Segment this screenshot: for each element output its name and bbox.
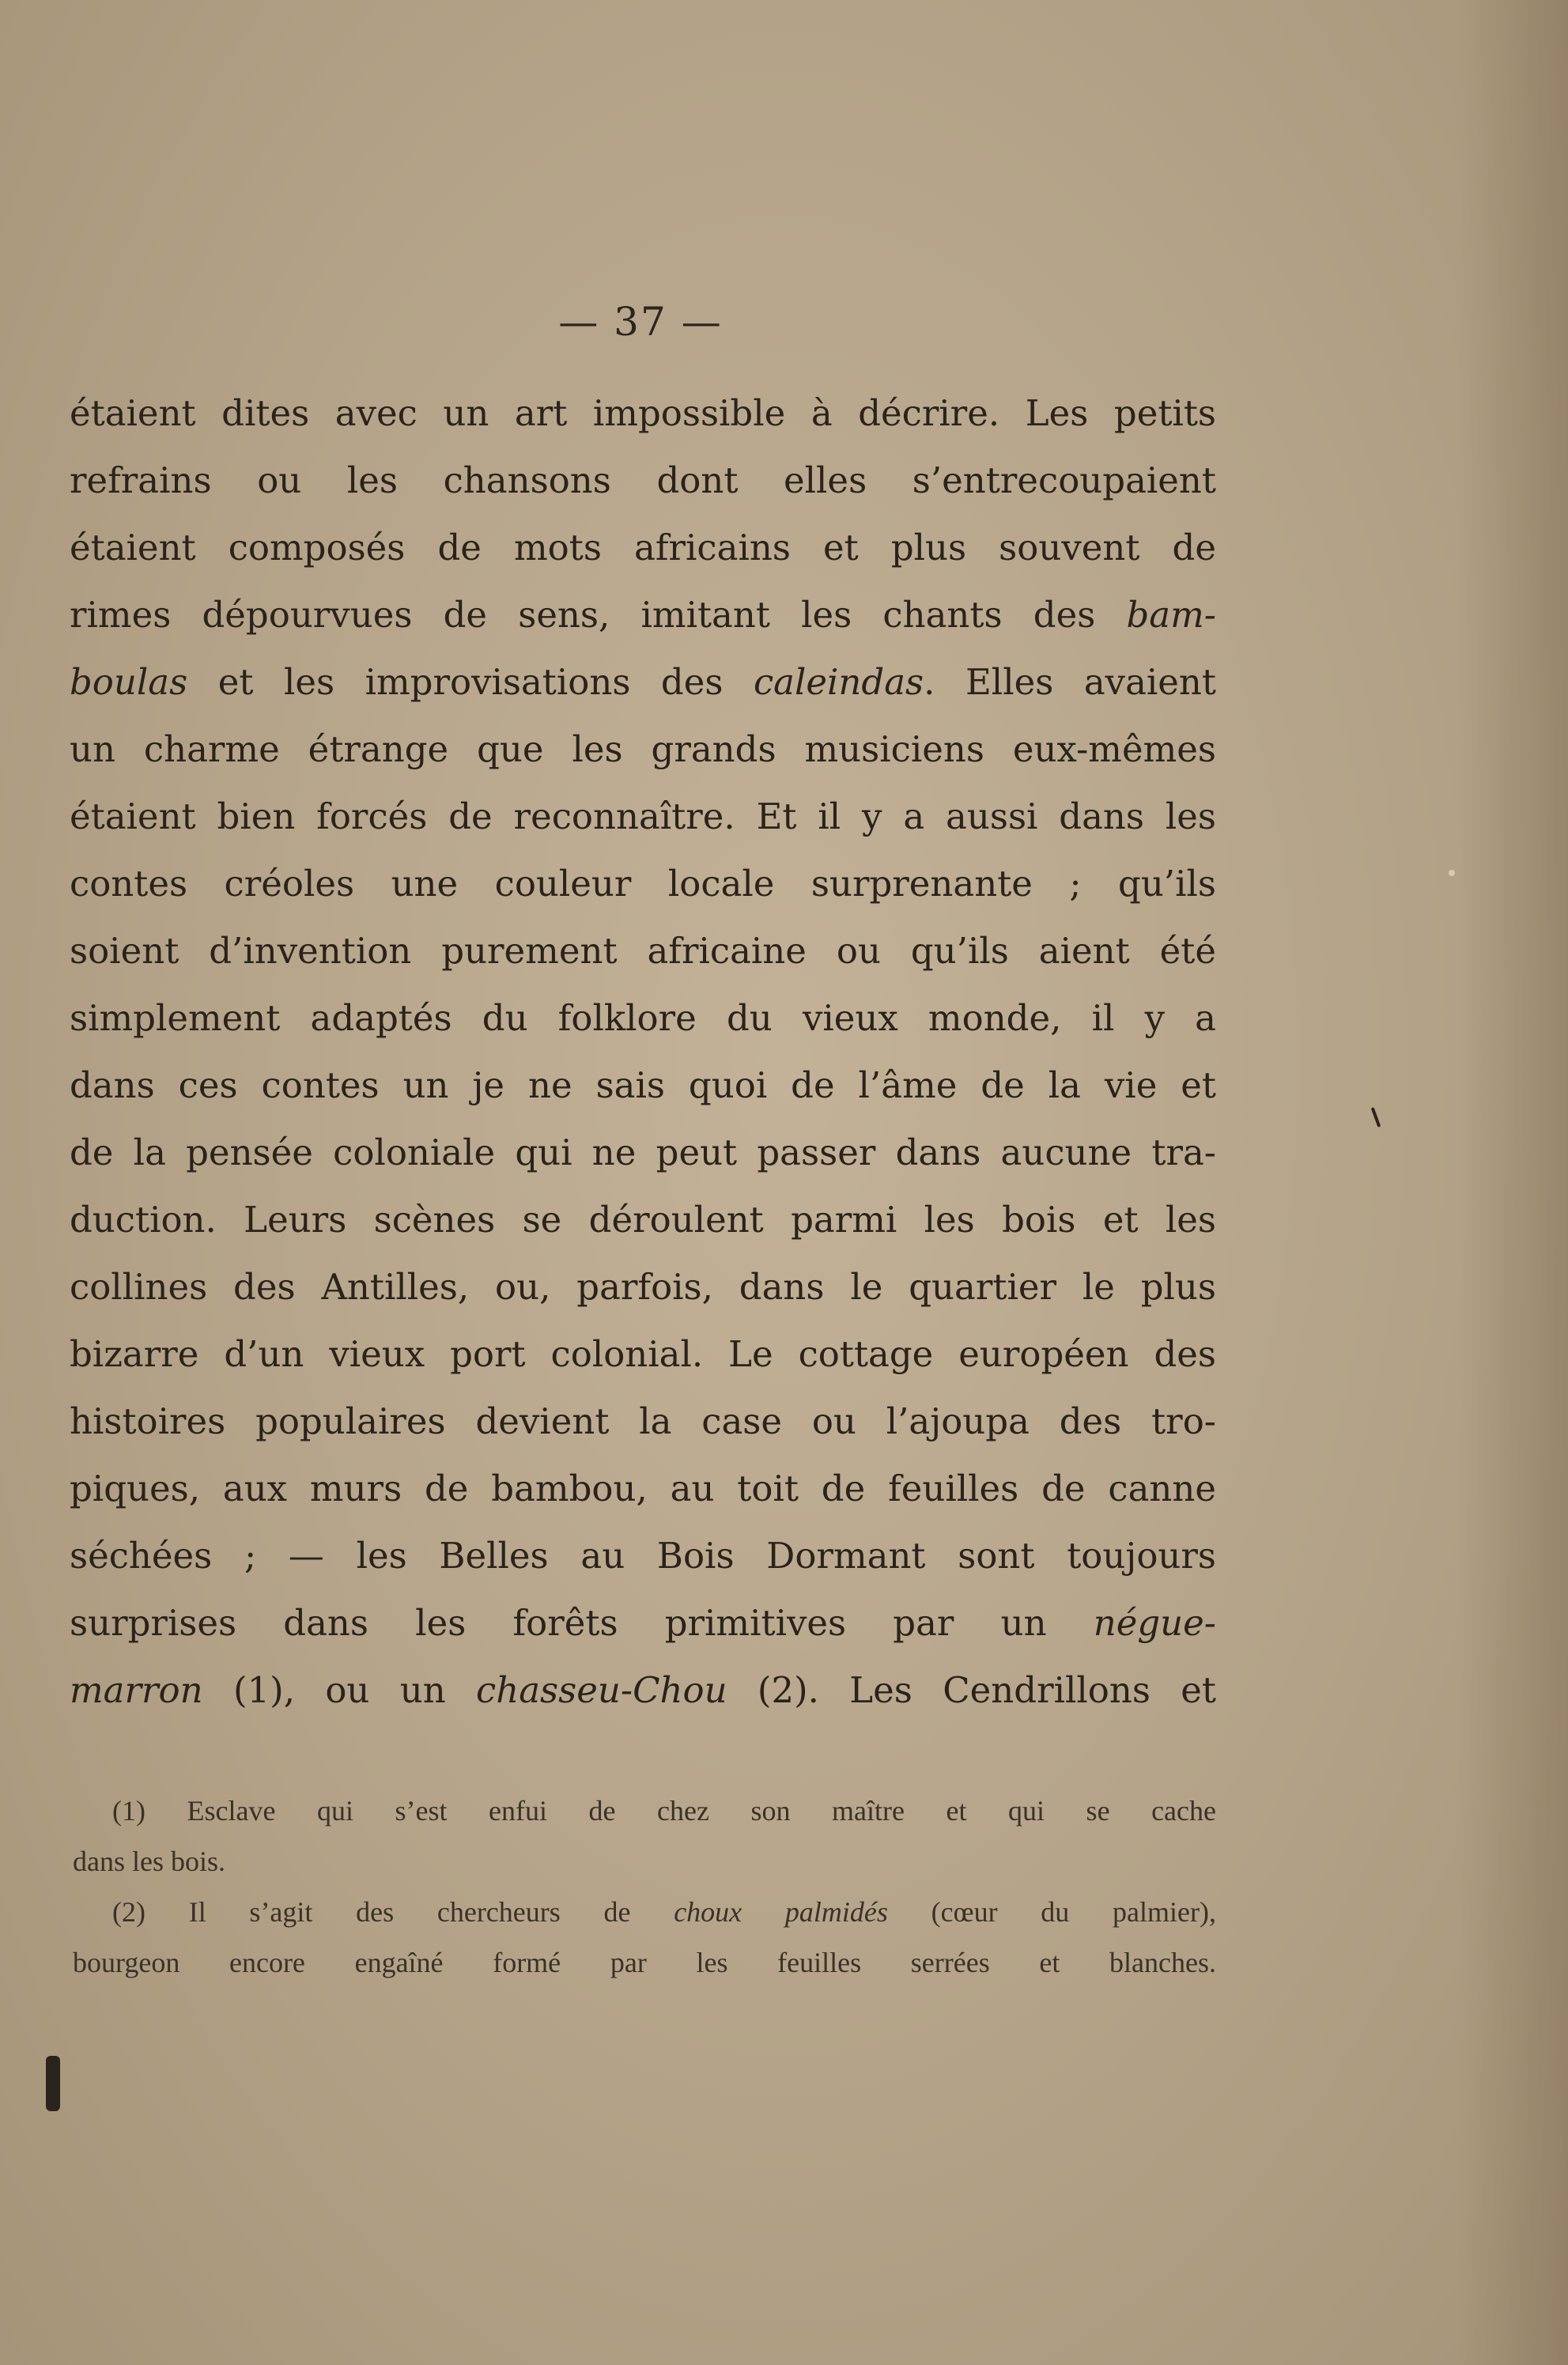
footnote-line: bourgeon encore engaîné formé par les feuilles serrées et blanches. bbox=[73, 1947, 1216, 1978]
body-text bbox=[70, 380, 1216, 1724]
text-line: boulas et les improvisations des caleindas. Elles avaient bbox=[70, 661, 1216, 703]
text-line: duction. Leurs scènes se déroulent parmi les bois et les bbox=[70, 1199, 1216, 1241]
text-line: collines des Antilles, ou, parfois, dans le quartier le plus bbox=[70, 1266, 1216, 1308]
ink-mark bbox=[46, 2056, 60, 2111]
text-line: soient d’invention purement africaine ou qu’ils aient été bbox=[70, 930, 1216, 972]
footnotes bbox=[73, 1785, 1216, 1988]
text-line: dans ces contes un je ne sais quoi de l’âme de la vie et bbox=[70, 1064, 1216, 1106]
text-line: étaient composés de mots africains et plus souvent de bbox=[70, 527, 1216, 569]
text-line: marron (1), ou un chasseu-Chou (2). Les Cendrillons et bbox=[70, 1669, 1216, 1711]
text-line: refrains ou les chansons dont elles s’entrecoupaient bbox=[70, 459, 1216, 501]
text-line: surprises dans les forêts primitives par un négue- bbox=[70, 1602, 1216, 1644]
text-line: piques, aux murs de bambou, au toit de feuilles de canne bbox=[70, 1468, 1216, 1509]
footnote-line: (2) Il s’agit des chercheurs de choux palmidés (cœur du palmier), bbox=[112, 1896, 1216, 1928]
text-line: de la pensée coloniale qui ne peut passer dans aucune tra- bbox=[70, 1131, 1216, 1173]
paper-speck bbox=[1371, 1107, 1381, 1128]
text-line: un charme étrange que les grands musiciens eux-mêmes bbox=[70, 728, 1216, 770]
text-line: contes créoles une couleur locale surprenante ; qu’ils bbox=[70, 863, 1216, 905]
page-edge-shadow bbox=[1457, 0, 1568, 2365]
text-line: bizarre d’un vieux port colonial. Le cottage européen des bbox=[70, 1333, 1216, 1375]
text-line: rimes dépourvues de sens, imitant les chants des bam- bbox=[70, 594, 1216, 636]
paper-speck bbox=[1449, 870, 1455, 876]
footnote-line: dans les bois. bbox=[73, 1846, 225, 1877]
text-line: étaient dites avec un art impossible à décrire. Les petits bbox=[70, 392, 1216, 434]
page-number: — 37 — bbox=[558, 299, 723, 345]
text-line: séchées ; — les Belles au Bois Dormant sont toujours bbox=[70, 1535, 1216, 1577]
text-line: simplement adaptés du folklore du vieux monde, il y a bbox=[70, 997, 1216, 1039]
text-line: histoires populaires devient la case ou l’ajoupa des tro- bbox=[70, 1400, 1216, 1442]
footnote-line: (1) Esclave qui s’est enfui de chez son maître et qui se cache bbox=[112, 1795, 1216, 1827]
text-line: étaient bien forcés de reconnaître. Et il y a aussi dans les bbox=[70, 795, 1216, 837]
